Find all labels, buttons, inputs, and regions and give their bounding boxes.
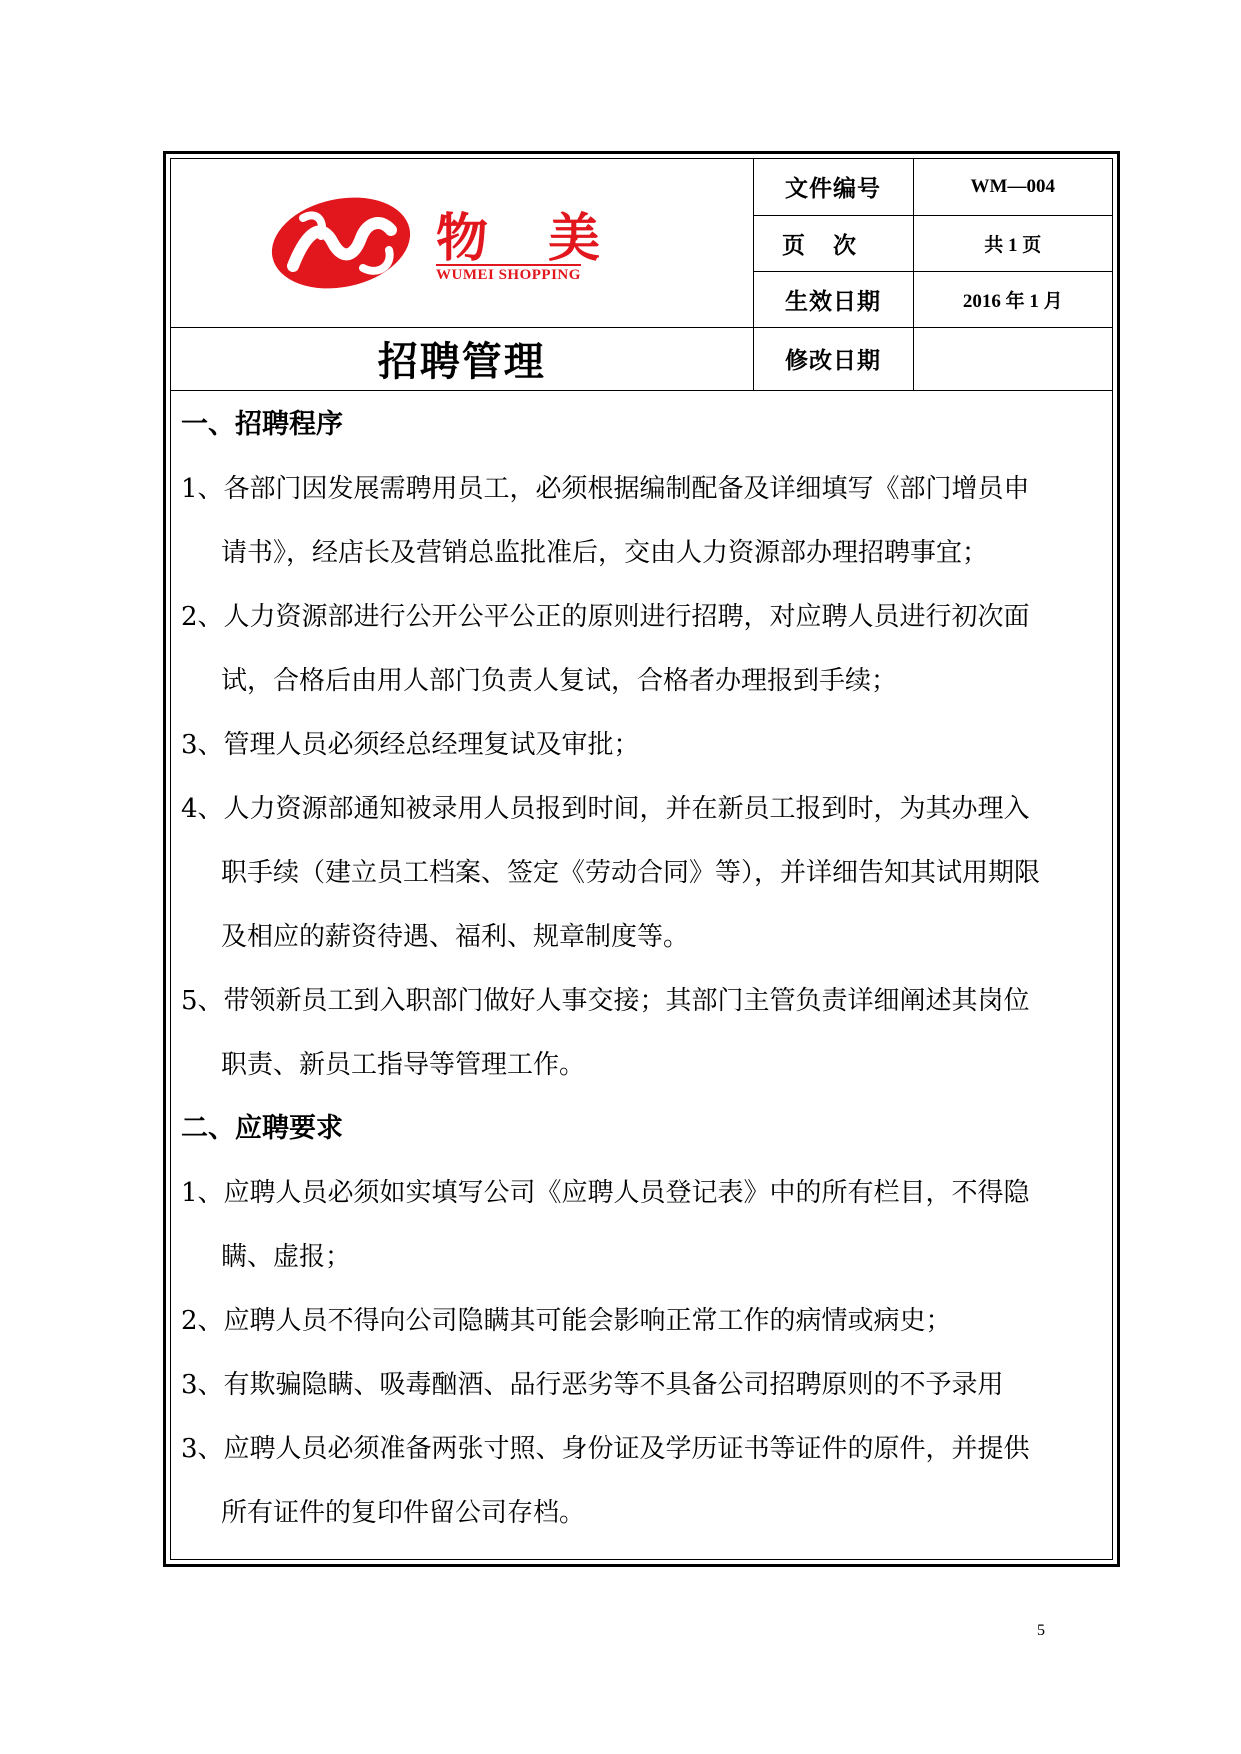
brand-name-cn: 物美 <box>436 209 661 270</box>
document-title: 招聘管理 <box>171 327 753 390</box>
list-item-continuation: 请书》，经店长及营销总监批准后，交由人力资源部办理招聘事宜； <box>221 538 989 568</box>
list-item-continuation: 所有证件的复印件留公司存档。 <box>221 1498 586 1528</box>
header-table <box>171 159 1112 391</box>
list-item-continuation: 试，合格后由用人部门负责人复试，合格者办理报到手续； <box>221 666 898 696</box>
effective-date-value: 2016 年 1 月 <box>913 271 1112 327</box>
list-item <box>181 585 1111 713</box>
doc-no-value: WM—004 <box>913 159 1112 215</box>
list-item-continuation: 职责、新员工指导等管理工作。 <box>221 1050 586 1080</box>
list-item-continuation: 及相应的薪资待遇、福利、规章制度等。 <box>221 922 690 952</box>
doc-no-label: 文件编号 <box>753 159 913 215</box>
document-frame <box>163 151 1120 1567</box>
list-item-text: 1、应聘人员必须如实填写公司《应聘人员登记表》中的所有栏目，不得隐 <box>181 1178 1030 1208</box>
list-item <box>181 1417 1111 1545</box>
logo-cell <box>171 159 753 327</box>
list-item-text: 5、带领新员工到入职部门做好人事交接；其部门主管负责详细阐述其岗位 <box>181 986 1030 1016</box>
document-body <box>181 393 1111 1545</box>
list-item-text: 2、人力资源部进行公开公平公正的原则进行招聘，对应聘人员进行初次面 <box>181 602 1030 632</box>
list-item-text: 3、应聘人员必须准备两张寸照、身份证及学历证书等证件的原件，并提供 <box>181 1434 1030 1464</box>
revised-date-label: 修改日期 <box>753 327 913 390</box>
list-item-text: 2、应聘人员不得向公司隐瞒其可能会影响正常工作的病情或病史； <box>181 1306 952 1336</box>
list-item <box>181 457 1111 585</box>
list-item <box>181 1289 1111 1353</box>
list-item <box>181 1161 1111 1289</box>
section-title: 二、应聘要求 <box>181 1113 343 1144</box>
page-label: 页次 <box>753 215 913 271</box>
list-item <box>181 777 1111 969</box>
list-item <box>181 969 1111 1097</box>
list-item-text: 3、管理人员必须经总经理复试及审批； <box>181 730 640 760</box>
list-item-text: 4、人力资源部通知被录用人员报到时间，并在新员工报到时，为其办理入 <box>181 794 1030 824</box>
list-item <box>181 713 1111 777</box>
revised-date-value <box>913 327 1112 390</box>
section-title: 一、招聘程序 <box>181 409 343 440</box>
list-item-text: 1、各部门因发展需聘用员工，必须根据编制配备及详细填写《部门增员申 <box>181 474 1030 504</box>
effective-date-label: 生效日期 <box>753 271 913 327</box>
list-item-text: 3、有欺骗隐瞒、吸毒酗酒、品行恶劣等不具备公司招聘原则的不予录用 <box>181 1370 1004 1400</box>
page-count-value: 共 1 页 <box>913 215 1112 271</box>
list-item <box>181 1353 1111 1417</box>
brand-name-en: WUMEI SHOPPING <box>436 264 581 284</box>
page-number: 5 <box>1037 1622 1045 1639</box>
list-item-continuation: 职手续（建立员工档案、签定《劳动合同》等），并详细告知其试用期限 <box>221 858 1041 888</box>
wumei-logo-icon <box>263 188 423 298</box>
list-item-continuation: 瞒、虚报； <box>221 1242 352 1272</box>
logo <box>171 160 753 325</box>
document-inner-border <box>170 158 1113 1560</box>
